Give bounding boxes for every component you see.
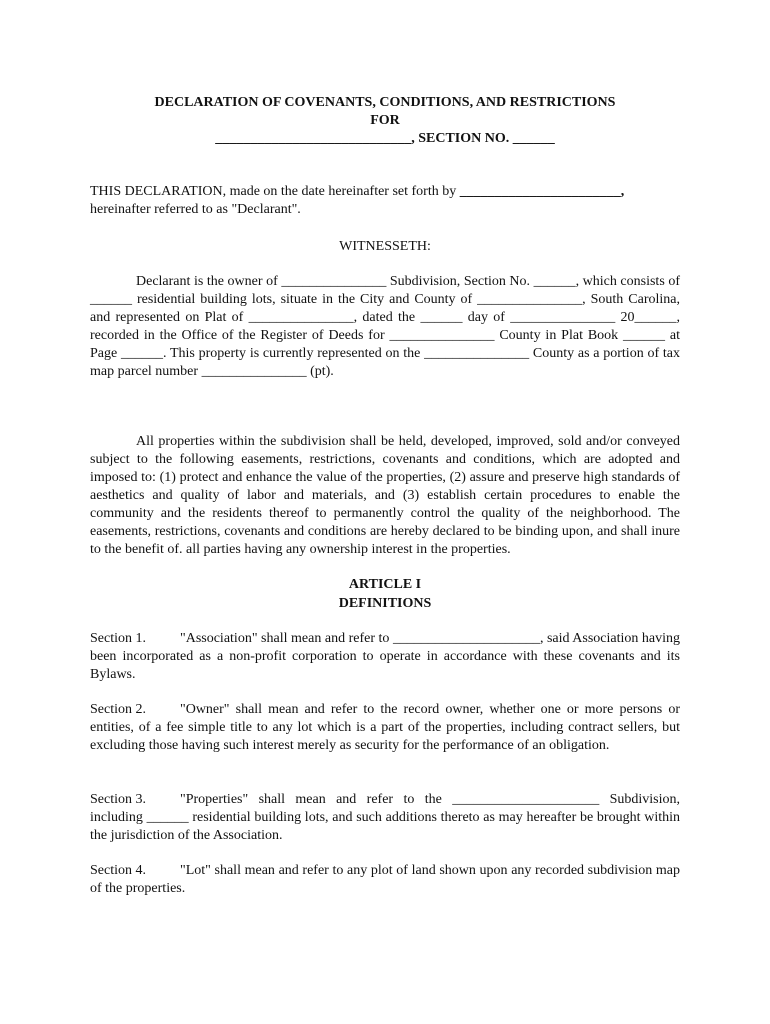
article-name: DEFINITIONS (338, 596, 432, 611)
witnesseth-heading: WITNESSETH: (339, 239, 431, 254)
section-label: Section 3. (90, 792, 146, 807)
intro-paragraph (90, 183, 680, 219)
title-line-2: FOR (370, 113, 400, 128)
section-1 (90, 630, 680, 684)
intro-text: THIS DECLARATION, made on the date hereinafter set forth by (90, 184, 460, 199)
section-text: "Owner" shall mean and refer to the record owner, whether one or more persons or entities, of a fee simple title to any lot which is a part of the properties, including contract sellers, but excluding those having such interest merely as security for the performance of an obligation. (90, 702, 680, 753)
section-3 (90, 791, 680, 845)
section-4 (90, 862, 680, 898)
document-title (90, 94, 680, 148)
section-label: Section 4. (90, 863, 146, 878)
intro-text-after: hereinafter referred to as "Declarant". (90, 202, 301, 217)
title-line-1: DECLARATION OF COVENANTS, CONDITIONS, AND RESTRICTIONS (154, 95, 616, 110)
article-number: ARTICLE I (348, 577, 422, 592)
section-label: Section 1. (90, 631, 146, 646)
section-label: Section 2. (90, 702, 146, 717)
title-line-3: ____________________________, SECTION NO. ______ (215, 131, 555, 146)
section-text: "Lot" shall mean and refer to any plot of land shown upon any recorded subdivision map of the properties. (90, 863, 680, 896)
paragraph-properties-subject: All properties within the subdivision shall be held, developed, improved, sold and/or conveyed subject to the following easements, restrictions, covenants and conditions, which are adopted and imposed to: (1) protect and enhance the value of the properties, (2) assure and preserve high standards of aesthetics and quality of labor and materials, and (3) establish certain procedures to enable the community and the residents thereof to permanently control the quality of the neighborhood. The easements, restrictions, covenants and conditions are hereby declared to be binding upon, and shall inure to the benefit of. all parties having any ownership interest in the properties. (90, 434, 680, 557)
paragraph-ownership: Declarant is the owner of _______________ Subdivision, Section No. ______, which consists of ______ residential building lots, situate in the City and County of _______________, South Carolina, and represented on Plat of _______________, dated the ______ day of _______________ 20______, recorded in the Office of the Register of Deeds for _______________ County in Plat Book ______ at Page ______. This property is currently represented on the _______________ County as a portion of tax map parcel number _______________ (pt). (90, 274, 680, 379)
declarant-blank: _______________________, (459, 184, 625, 199)
section-text: "Properties" shall mean and refer to the _____________________ Subdivision, including ______ residential building lots, and such additions thereto as may hereafter be brought within the jurisdiction of the Association. (90, 792, 680, 843)
section-text: "Association" shall mean and refer to _____________________, said Association having been incorporated as a non-profit corporation to operate in accordance with these covenants and its Bylaws. (90, 631, 680, 682)
section-2 (90, 701, 680, 755)
